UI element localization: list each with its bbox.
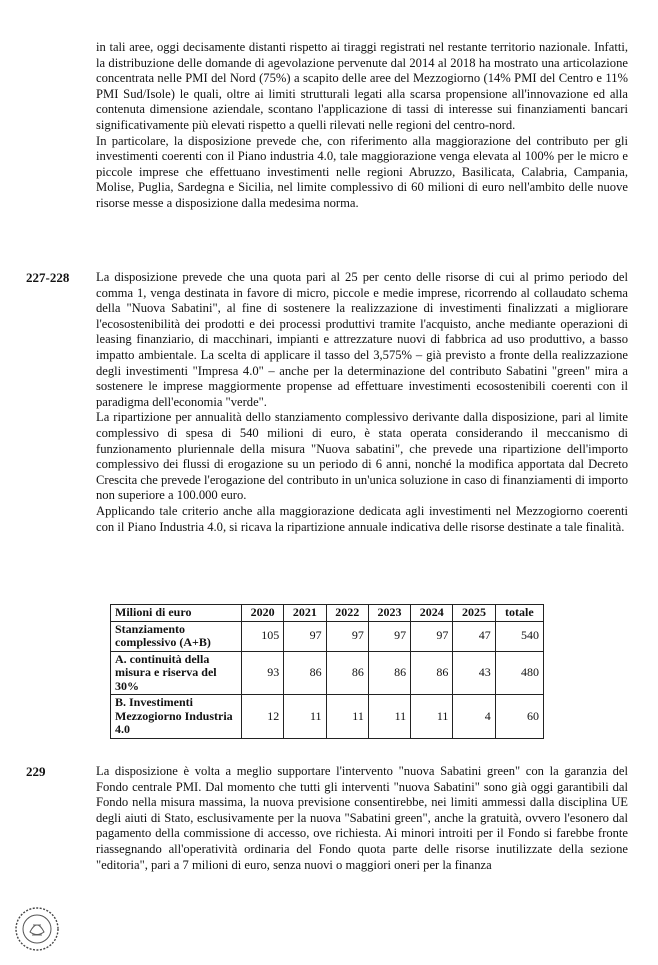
table-cell: 12 <box>242 695 284 739</box>
table-row <box>111 651 544 695</box>
table-header-cell: 2025 <box>453 605 495 622</box>
table-header-cell: 2020 <box>242 605 284 622</box>
table-cell: 60 <box>495 695 543 739</box>
table-cell: 97 <box>368 621 410 651</box>
table-cell: 47 <box>453 621 495 651</box>
table-header-cell: Milioni di euro <box>111 605 242 622</box>
official-seal-icon <box>14 906 60 952</box>
intro-section <box>96 40 628 212</box>
table-cell: 43 <box>453 651 495 695</box>
table-cell: 480 <box>495 651 543 695</box>
table-cell: 540 <box>495 621 543 651</box>
allocation-table <box>110 604 544 739</box>
section-number: 227-228 <box>26 270 70 285</box>
section-number: 229 <box>26 764 46 779</box>
table-header-cell: 2023 <box>368 605 410 622</box>
paragraph: In particolare, la disposizione prevede che, con riferimento alla maggiorazione del contributo per gli investimenti coerenti con il Piano industria 4.0, tale maggiorazione venga elevata al 100% per le micro e piccole imprese che effettuano investimenti nelle regioni Abruzzo, Basilicata, Calabria, Campania, Molise, Puglia, Sardegna e Sicilia, nel limite complessivo di 60 milioni di euro nell'ambito delle nuove risorse messe a disposizione dalla medesima norma. <box>96 133 628 210</box>
paragraph: La disposizione è volta a meglio supportare l'intervento "nuova Sabatini green" con la garanzia del Fondo centrale PMI. Dal momento che tutti gli interventi "nuova Sabatini" sono già oggi garantibili dal Fondo nella misura massima, la nuova previsione consentirebbe, nei limiti ammessi dalla disciplina UE degli aiuti di Stato, esclusivamente per la nuova "Sabatini green", anche la gratuità, ovvero l'esonero dal pagamento della commissione di accesso, ove richiesta. Ai minori introiti per il Fondo si farebbe fronte riassegnando all'operatività ordinaria del Fondo quota parte delle risorse inutilizzate della sezione "editoria", pari a 7 milioni di euro, senza nuovi o maggiori oneri per la finanza <box>96 764 628 872</box>
table-cell: 97 <box>411 621 453 651</box>
table-cell: 11 <box>411 695 453 739</box>
section-227-228-body <box>96 270 628 535</box>
table-cell: 93 <box>242 651 284 695</box>
table-cell: 86 <box>368 651 410 695</box>
table-row <box>111 695 544 739</box>
row-label: A. continuità della misura e riserva del 30% <box>111 651 242 695</box>
row-label: Stanziamento complessivo (A+B) <box>111 621 242 651</box>
paragraph: La ripartizione per annualità dello stanziamento complessivo derivante dalla disposizione, pari al limite complessivo di spesa di 540 milioni di euro, è stata operata considerando il meccanismo di funzionamento pluriennale della misura "Nuova sabatini", che prevede una ripartizione dell'importo complessivo dei flussi di erogazione su un periodo di 6 anni, nonché la modifica apportata dal Decreto Crescita che prevede l'erogazione del contributo in un'unica soluzione in caso di finanziamenti di importo non superiore a 100.000 euro. <box>96 410 628 503</box>
table-row <box>111 621 544 651</box>
table-header-cell: 2021 <box>284 605 326 622</box>
table-cell: 11 <box>284 695 326 739</box>
table-cell: 4 <box>453 695 495 739</box>
section-229-body <box>96 764 628 873</box>
table-cell: 97 <box>326 621 368 651</box>
table-cell: 86 <box>326 651 368 695</box>
table-cell: 105 <box>242 621 284 651</box>
table-cell: 86 <box>284 651 326 695</box>
table-header-row <box>111 605 544 622</box>
table-cell: 11 <box>326 695 368 739</box>
table-cell: 86 <box>411 651 453 695</box>
paragraph: in tali aree, oggi decisamente distanti rispetto ai tiraggi registrati nel restante territorio nazionale. Infatti, la distribuzione delle domande di agevolazione pervenute dal 2014 al 2018 ha mostrato una articolazione concentrata nelle PMI del Nord (75%) a scapito delle aree del Mezzogiorno (14% PMI del Centro e 11% PMI Sud/Isole) le quali, oltre ai limiti strutturali legati alla scarsa propensione all'innovazione ed alla contenuta dimensione aziendale, scontano l'applicazione di tassi di interesse sui finanziamenti bancari significativamente più elevati rispetto a quelli rilevati nelle regioni del centro-nord. <box>96 40 628 132</box>
paragraph: Applicando tale criterio anche alla maggiorazione dedicata agli investimenti nel Mezzogiorno coerenti con il Piano Industria 4.0, si ricava la ripartizione annuale indicativa delle risorse destinate a tale finalità. <box>96 503 628 534</box>
table-cell: 97 <box>284 621 326 651</box>
table-header-cell: 2022 <box>326 605 368 622</box>
table-header-cell: totale <box>495 605 543 622</box>
paragraph: La disposizione prevede che una quota pari al 25 per cento delle risorse di cui al primo periodo del comma 1, venga destinata in favore di micro, piccole e medie imprese, ricorrendo al collaudato schema della "Nuova Sabatini", al fine di sostenere la realizzazione di investimenti finalizzati a migliorare l'ecosostenibilità dei prodotti e dei processi produttivi tramite l'acquisto, anche mediante operazioni di leasing finanziario, di macchinari, impianti e attrezzature nuovi di fabbrica ad uso produttivo, a basso impatto ambientale. La scelta di applicare il tasso del 3,575% – già previsto a fronte della realizzazione degli investimenti "Impresa 4.0" – anche per la determinazione del contributo Sabatini "green" mira a sostenere le imprese maggiormente propense ad effettuare investimenti ecosostenibili coerenti con il paradigma dell'economia "verde". <box>96 270 628 409</box>
table-header-cell: 2024 <box>411 605 453 622</box>
table-cell: 11 <box>368 695 410 739</box>
row-label: B. Investimenti Mezzogiorno Industria 4.0 <box>111 695 242 739</box>
